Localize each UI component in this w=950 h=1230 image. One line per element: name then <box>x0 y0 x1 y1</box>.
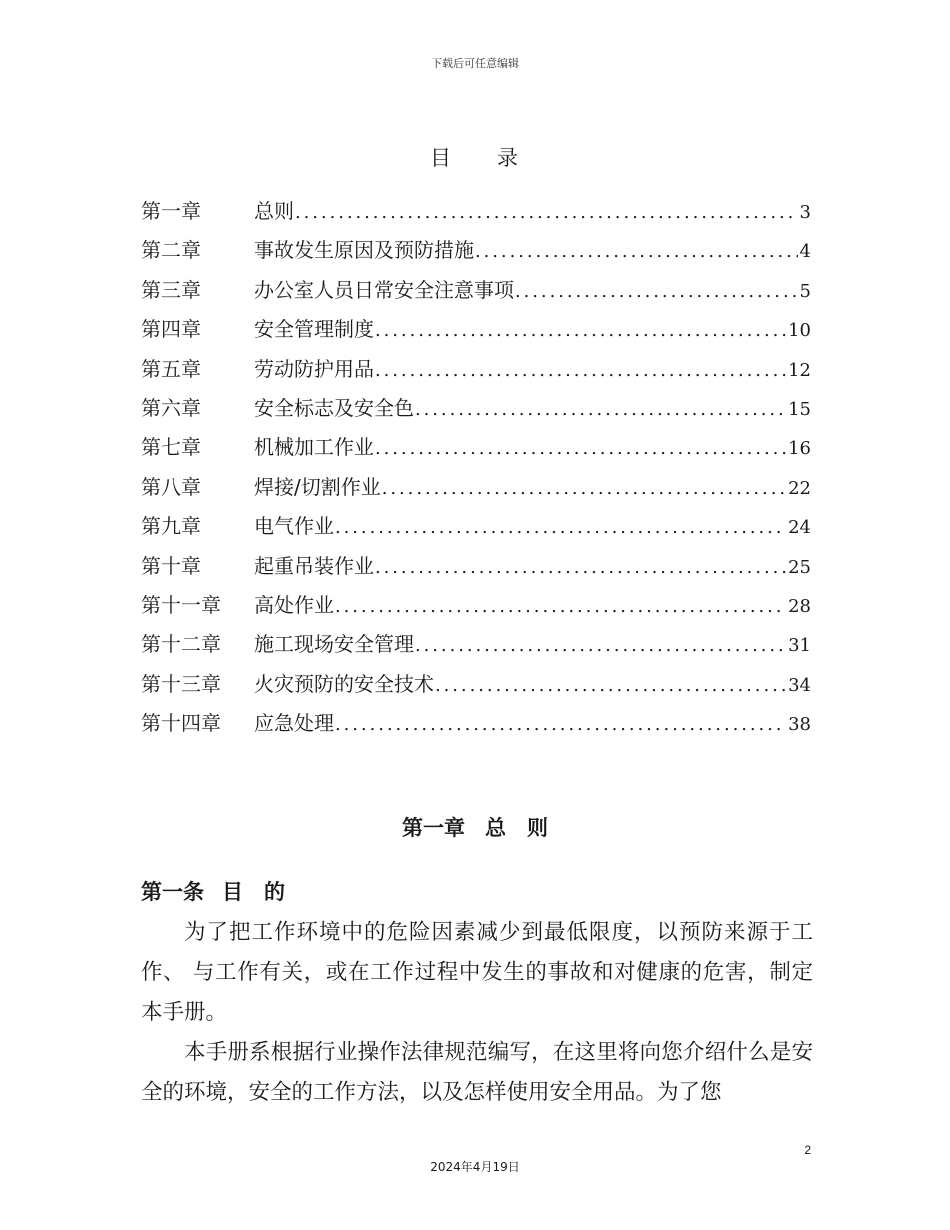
toc-dot-leader <box>415 399 786 420</box>
toc-entry[interactable] <box>141 274 811 313</box>
toc-entry[interactable] <box>141 195 811 234</box>
toc-entry-page: 15 <box>788 398 811 420</box>
toc-entry-page: 31 <box>788 635 811 657</box>
toc-entry[interactable] <box>141 589 811 628</box>
toc-entry-name: 办公室人员日常安全注意事项 <box>254 277 514 302</box>
toc-dot-leader <box>375 557 786 578</box>
toc-entry-chapter: 第六章 <box>141 395 201 420</box>
toc-entry[interactable] <box>141 628 811 667</box>
paragraph: 本手册系根据行业操作法律规范编写，在这里将向您介绍什么是安全的环境，安全的工作方法，以及怎样使用安全用品。为了您 <box>141 1040 813 1105</box>
toc-entry-chapter: 第四章 <box>141 317 201 342</box>
toc-entry-chapter: 第一章 <box>141 199 201 223</box>
toc-title-right: 录 <box>497 146 520 170</box>
toc-title-left: 目 <box>430 146 453 170</box>
toc-dot-leader <box>295 202 798 223</box>
toc-entry-name: 应急处理 <box>254 711 334 736</box>
toc-entry[interactable] <box>141 313 811 352</box>
toc-entry-chapter: 第十一章 <box>141 592 221 617</box>
toc-entry-name: 总则 <box>254 199 294 223</box>
page-number: 2 <box>804 1143 811 1157</box>
toc-entry-chapter: 第十四章 <box>141 711 221 736</box>
toc-entry-name: 焊接/切割作业 <box>254 474 381 499</box>
toc-entry-chapter: 第十三章 <box>141 671 221 696</box>
toc-dot-leader <box>375 360 786 381</box>
toc-dot-leader <box>375 320 786 341</box>
toc-entry-chapter: 第八章 <box>141 474 201 499</box>
toc-entry-name: 施工现场安全管理 <box>254 632 414 657</box>
toc-dot-leader <box>382 478 786 499</box>
toc-entry-page: 38 <box>788 714 811 736</box>
toc-dot-leader <box>335 517 786 538</box>
toc-entry-chapter: 第九章 <box>141 514 201 539</box>
toc-entry-name: 劳动防护用品 <box>254 356 374 381</box>
toc-entry-page: 22 <box>788 477 811 499</box>
body-text <box>141 913 813 1113</box>
toc-entry-name: 事故发生原因及预防措施 <box>254 238 474 263</box>
toc-entry[interactable] <box>141 353 811 392</box>
toc-entry-name: 安全管理制度 <box>254 317 374 342</box>
toc-entry-page: 25 <box>788 556 811 578</box>
toc-entry-chapter: 第十二章 <box>141 632 221 657</box>
toc-entry-name: 机械加工作业 <box>254 435 374 460</box>
toc-entry-page: 5 <box>799 280 811 302</box>
toc-entry[interactable] <box>141 431 811 470</box>
toc-dot-leader <box>375 438 786 459</box>
toc-dot-leader <box>335 714 786 735</box>
toc-entry-page: 24 <box>788 517 811 539</box>
toc-entry[interactable] <box>141 471 811 510</box>
paragraph: 为了把工作环境中的危险因素减少到最低限度，以预防来源于工作、 与工作有关，或在工作过程中发生的事故和对健康的危害，制定本手册。 <box>141 920 813 1025</box>
toc-dot-leader <box>335 596 786 617</box>
toc-entry-page: 16 <box>788 438 811 460</box>
toc-entry-page: 3 <box>799 202 811 223</box>
footer-date: 2024年4月19日 <box>430 1160 520 1174</box>
toc-entry[interactable] <box>141 707 811 746</box>
toc-entry-chapter: 第五章 <box>141 356 201 381</box>
chapter-heading <box>0 812 950 842</box>
section-title: 目 的 <box>222 880 285 904</box>
toc-entry-chapter: 第二章 <box>141 238 201 263</box>
toc-entry-name: 电气作业 <box>254 514 334 539</box>
toc-entry-page: 28 <box>788 595 811 617</box>
toc-entry[interactable] <box>141 510 811 549</box>
toc-entry-name: 起重吊装作业 <box>254 553 374 578</box>
section-heading <box>141 876 285 906</box>
toc-entry-name: 安全标志及安全色 <box>254 395 414 420</box>
toc-dot-leader <box>415 635 786 656</box>
toc-dot-leader <box>435 675 786 696</box>
header-note: 下载后可任意编辑 <box>431 57 519 70</box>
toc-entry-page: 10 <box>788 320 811 342</box>
toc-entry-name: 火灾预防的安全技术 <box>254 671 434 696</box>
toc-entry-page: 12 <box>788 359 811 381</box>
toc-entry-chapter: 第七章 <box>141 435 201 460</box>
toc-dot-leader <box>475 241 798 262</box>
toc-entry[interactable] <box>141 668 811 707</box>
toc-entry[interactable] <box>141 392 811 431</box>
toc-entry[interactable] <box>141 234 811 273</box>
chapter-number: 第一章 <box>402 816 465 840</box>
toc-entry-page: 34 <box>788 674 811 696</box>
toc-title <box>0 142 950 172</box>
toc-entry-name: 高处作业 <box>254 592 334 617</box>
section-number: 第一条 <box>141 880 204 904</box>
toc-entry[interactable] <box>141 550 811 589</box>
toc-entry-chapter: 第十章 <box>141 553 201 578</box>
chapter-title: 总 则 <box>485 816 548 840</box>
table-of-contents <box>141 195 811 746</box>
toc-entry-chapter: 第三章 <box>141 277 201 302</box>
toc-dot-leader <box>515 281 798 302</box>
toc-entry-page: 4 <box>799 241 811 263</box>
